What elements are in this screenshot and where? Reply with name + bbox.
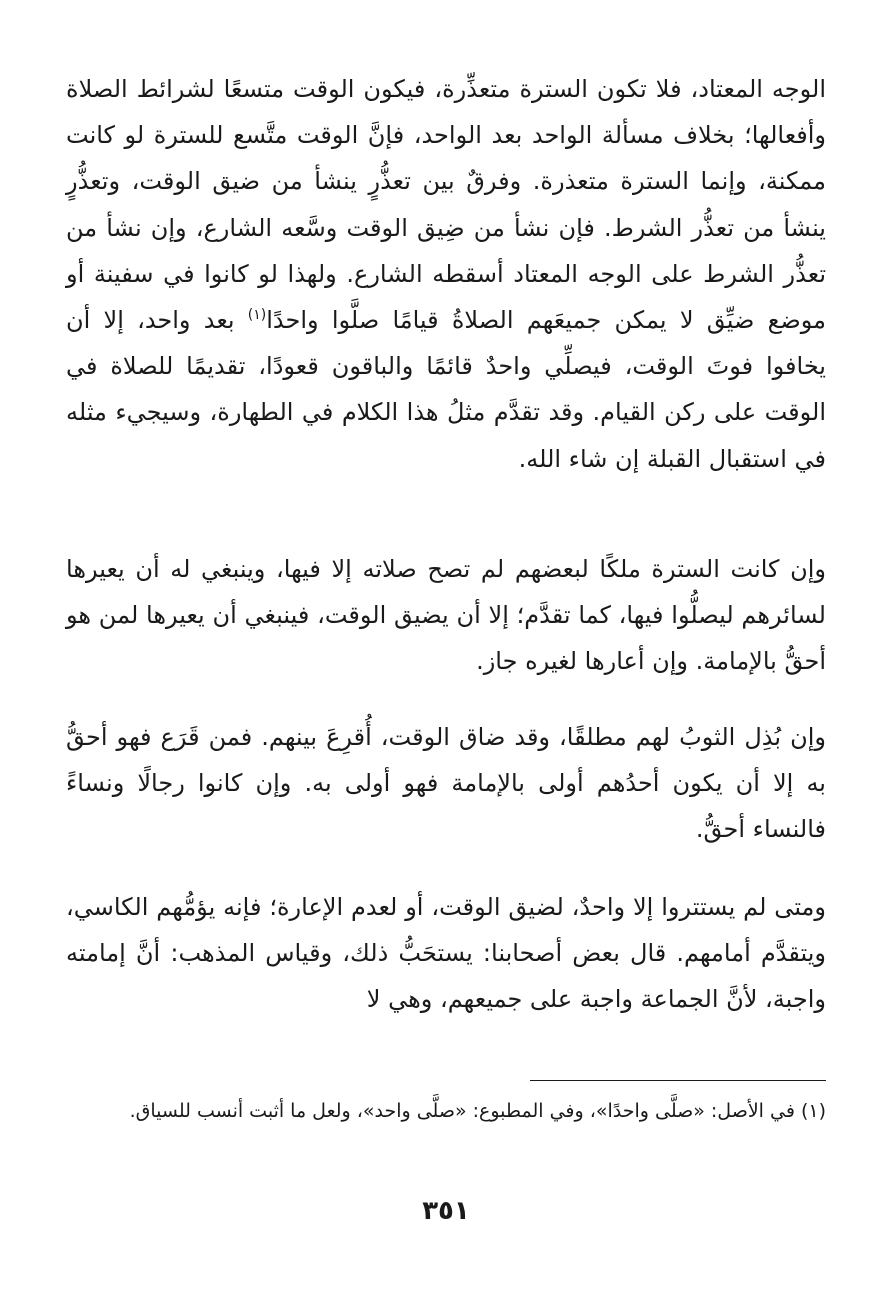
footnote-divider — [530, 1080, 826, 1081]
page-number: ٣٥١ — [422, 1196, 470, 1226]
paragraph-1-text-a: الوجه المعتاد، فلا تكون السترة متعذِّرة، فيكون الوقت متسعًا لشرائط الصلاة وأفعالها؛ بخلاف مسألة الواحد بعد الواحد، فإنَّ الوقت متَّسع للسترة لو كانت ممكنة، وإنما السترة متعذرة. وفرقٌ بين تعذُّرٍ ينشأ من ضيق الوقت، وتعذُّرٍ ينشأ من تعذُّر الشرط. فإن نشأ من ضِيق الوقت وسَّعه الشارع، وإن نشأ من تعذُّر الشرط على الوجه المعتاد أسقطه الشارع. ولهذا لو كانوا في سفينة أو موضع ضيِّق لا يمكن جميعَهم الصلاةُ قيامًا صلَّوا واحدًا — [66, 75, 826, 335]
paragraph-1-text-b: بعد واحد، إلا أن يخافوا فوتَ الوقت، فيصلِّي واحدٌ قائمًا والباقون قعودًا، تقديمًا للصلاة في الوقت على ركن القيام. وقد تقدَّم مثلُ هذا الكلام في الطهارة، وسيجيء مثله في استقبال القبلة إن شاء الله. — [66, 306, 826, 473]
footnote-text: (١) في الأصل: «صلَّى واحدًا»، وفي المطبوع: «صلَّى واحد»، ولعل ما أثبت أنسب للسياق. — [129, 1100, 826, 1122]
body-paragraph-3: وإن بُذِل الثوبُ لهم مطلقًا، وقد ضاق الوقت، أُقرِعَ بينهم. فمن قَرَع فهو أحقُّ به إلا أن يكون أحدُهم أولى بالإمامة فهو أولى به. وإن كانوا رجالًا ونساءً فالنساء أحقُّ. — [66, 723, 826, 844]
body-paragraph-1 — [66, 66, 826, 482]
body-paragraph-4: ومتى لم يستتروا إلا واحدٌ، لضيق الوقت، أو لعدم الإعارة؛ فإنه يؤمُّهم الكاسي، ويتقدَّم أمامهم. قال بعض أصحابنا: يستحَبُّ ذلك، وقياس المذهب: أنَّ إمامته واجبة، لأنَّ الجماعة واجبة على جميعهم، وهي لا — [66, 893, 826, 1014]
body-paragraph-2: وإن كانت السترة ملكًا لبعضهم لم تصح صلاته إلا فيها، وينبغي له أن يعيرها لسائرهم ليصلُّوا فيها، كما تقدَّم؛ إلا أن يضيق الوقت، فينبغي أن يعيرها لمن هو أحقُّ بالإمامة. وإن أعارها لغيره جاز. — [66, 555, 826, 676]
footnote-reference[interactable]: (١) — [247, 307, 267, 324]
